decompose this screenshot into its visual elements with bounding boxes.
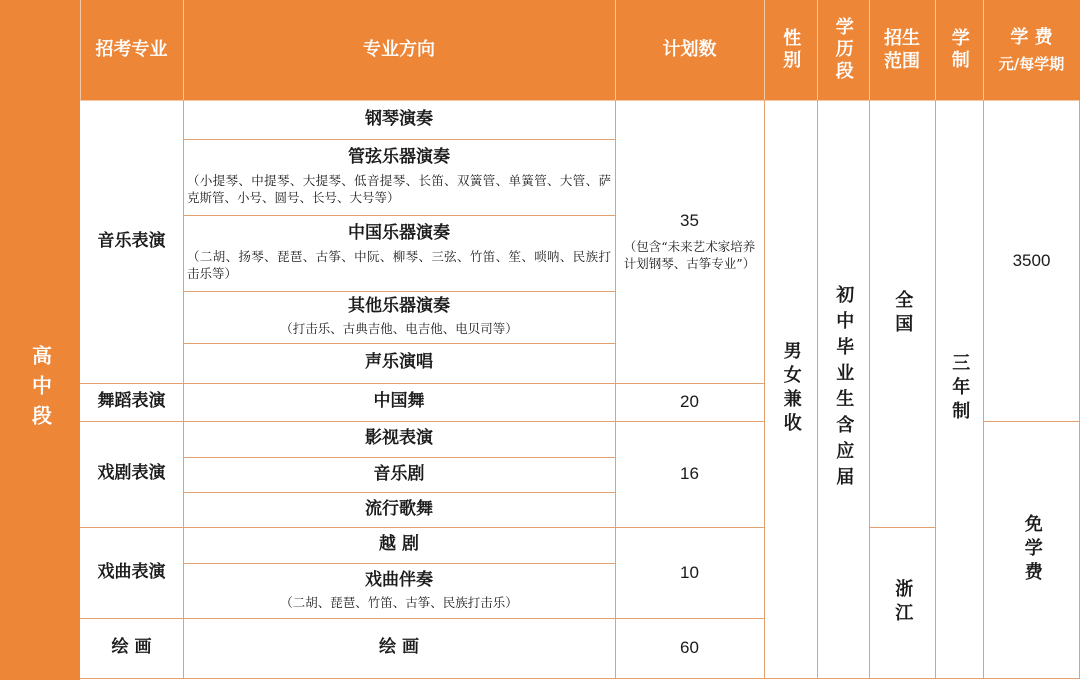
direction-piano-title: 钢琴演奏: [365, 108, 433, 129]
fee-paid-cell: [983, 100, 1080, 421]
header-education: 学历段: [832, 17, 854, 83]
plan-music-count: 35: [680, 211, 699, 231]
header-fee: [983, 0, 1080, 100]
major-music: 音乐表演: [97, 230, 166, 251]
direction-yue-opera: 越 剧: [379, 534, 419, 555]
direction-chinese-dance: 中国舞: [373, 391, 425, 412]
fee-free: 免学费: [1021, 513, 1043, 586]
education-cell: 初中毕业生含应届: [833, 285, 855, 493]
direction-musical: 音乐剧: [373, 463, 425, 484]
header-fee-unit: 元/每学期: [998, 54, 1065, 73]
direction-orchestral-title: 管弦乐器演奏: [348, 147, 450, 168]
header-scope-text: 招生范围: [884, 27, 920, 72]
major-drama: 戏剧表演: [97, 463, 166, 484]
plan-painting: 60: [680, 638, 699, 658]
direction-orchestral-note: （小提琴、中提琴、大提琴、低音提琴、长笛、双簧管、单簧管、大管、萨克斯管、小号、圆号、长号、大号等）: [187, 172, 611, 206]
direction-opera-accomp-title: 戏曲伴奏: [365, 569, 433, 590]
header-major: 招考专业: [95, 39, 168, 61]
direction-chinese-title: 中国乐器演奏: [348, 223, 450, 244]
direction-other-note: （打击乐、古典吉他、电吉他、电贝司等）: [280, 321, 518, 337]
direction-chinese: [183, 215, 615, 291]
header-plan: 计划数: [662, 39, 717, 61]
direction-chinese-note: （二胡、扬琴、琵琶、古筝、中阮、柳琴、三弦、竹笛、笙、唢呐、民族打击乐等）: [187, 248, 611, 282]
direction-other-title: 其他乐器演奏: [348, 296, 450, 317]
direction-opera-accomp: [183, 563, 615, 618]
plan-dance: 20: [680, 392, 699, 412]
direction-piano: [183, 100, 615, 139]
scope-national: 全国: [892, 289, 914, 338]
plan-music: [615, 100, 764, 383]
fee-paid: 3500: [1012, 251, 1051, 270]
direction-orchestral: [183, 139, 615, 215]
table-bottom-line: [80, 678, 1080, 679]
stage-label: 高中段: [28, 345, 53, 435]
gender-cell: 男女兼收: [780, 341, 802, 437]
header-scope: [869, 0, 935, 100]
direction-pop-dance: 流行歌舞: [365, 498, 433, 519]
major-dance: 舞蹈表演: [97, 391, 166, 412]
header-direction: 专业方向: [363, 39, 435, 61]
direction-vocal: 声乐演唱: [365, 352, 433, 373]
major-painting: 绘 画: [111, 637, 152, 658]
duration-cell: 三年制: [949, 353, 971, 425]
major-opera: 戏曲表演: [97, 561, 166, 582]
header-gender: 性别: [780, 28, 802, 72]
direction-opera-accomp-note: （二胡、琵琶、竹笛、古筝、民族打击乐）: [280, 594, 518, 610]
plan-music-note: （包含“未来艺术家培养计划钢琴、古筝专业”）: [623, 238, 756, 272]
plan-drama: 16: [680, 464, 699, 484]
direction-painting: 绘 画: [379, 637, 419, 658]
scope-zhejiang: 浙江: [892, 578, 914, 627]
header-fee-title: 学 费: [1010, 26, 1053, 48]
plan-opera: 10: [680, 562, 699, 582]
direction-other: [183, 291, 615, 343]
direction-film: 影视表演: [365, 428, 433, 449]
header-duration: 学制: [948, 28, 970, 72]
